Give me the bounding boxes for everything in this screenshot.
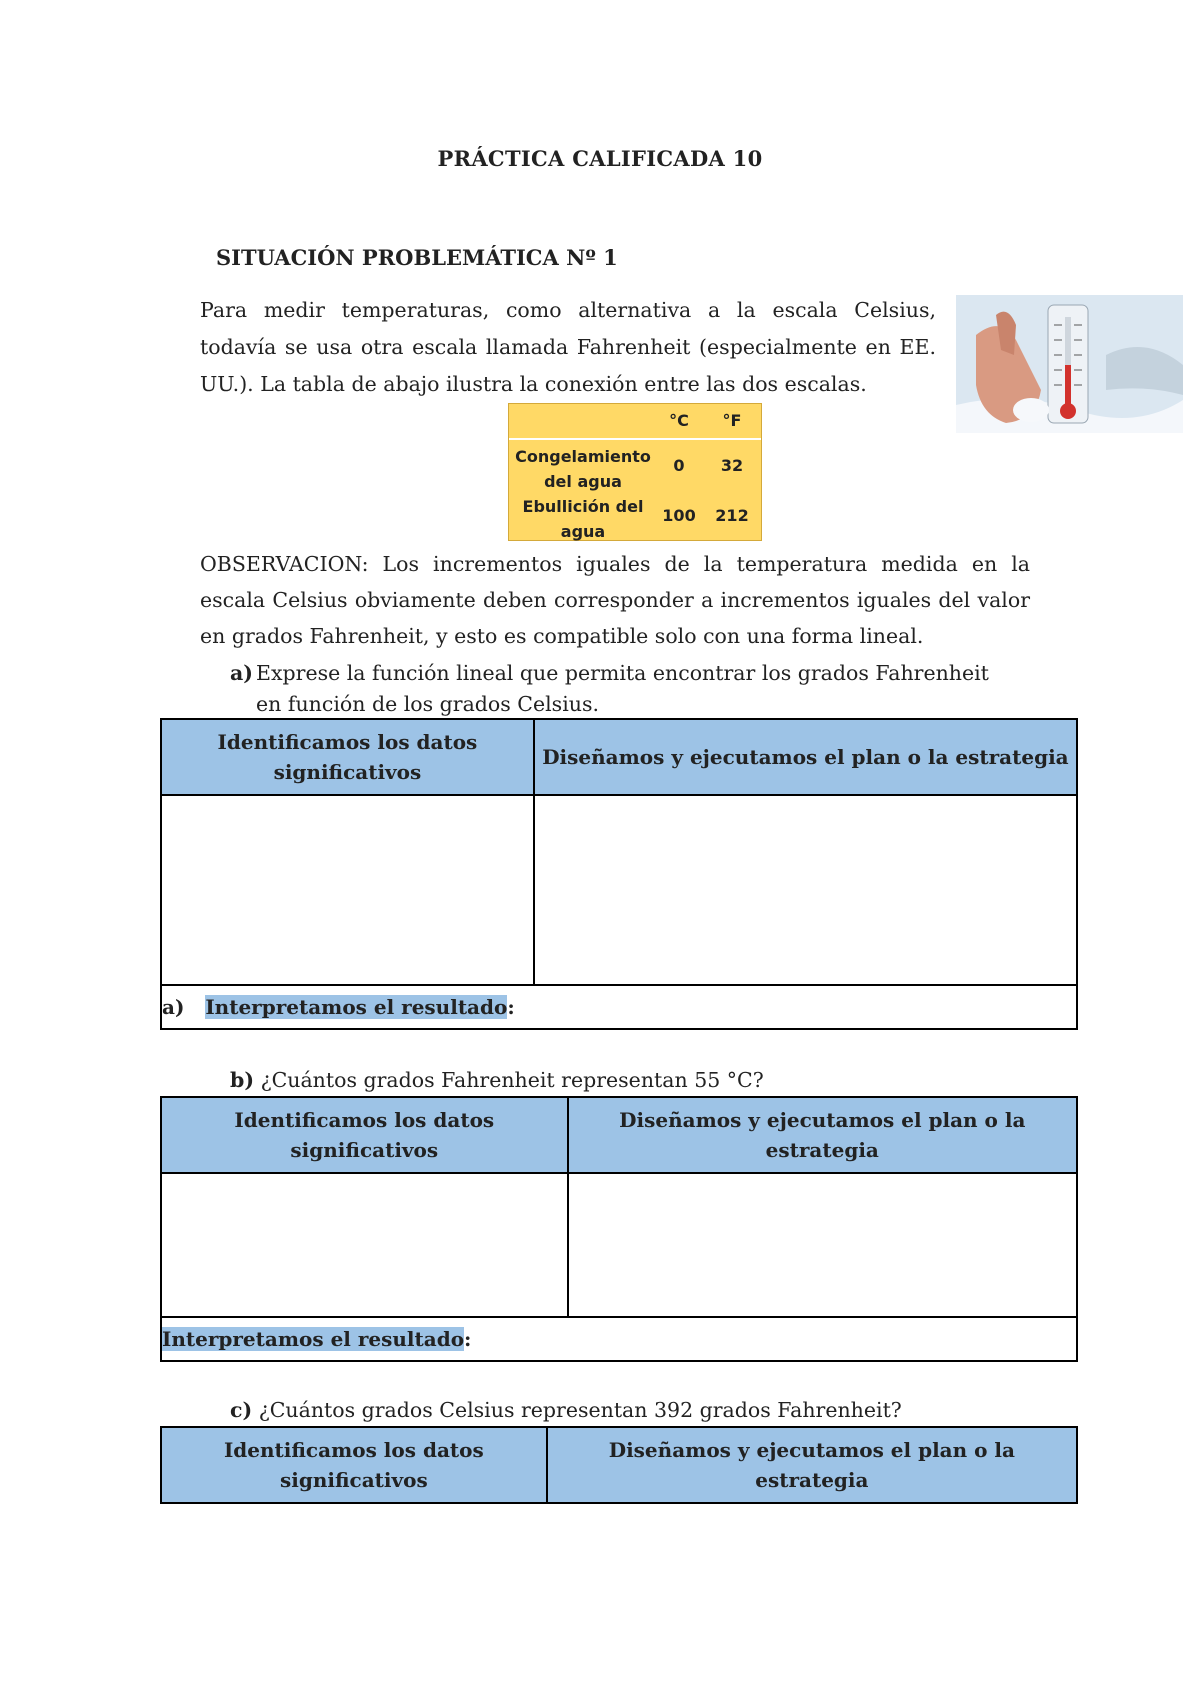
table-b-result-row[interactable] [161,1317,1077,1361]
question-a-marker: a) [230,661,253,685]
table-a-result-row[interactable] [161,985,1077,1029]
question-a-text: Exprese la función lineal que permita encontrar los grados Fahrenheit en función de los grados Celsius. [256,661,989,716]
intro-paragraph: Para medir temperaturas, como alternativa a la escala Celsius, todavía se usa otra escala llamada Fahrenheit (especialmente en EE. UU.). La tabla de abajo ilustra la conexión entre las dos escalas. [200,298,936,396]
page-title: PRÁCTICA CALIFICADA 10 [437,146,763,171]
table-a-col-data-header: Identificamos los datos significativos [161,719,534,795]
row-boiling-celsius: 100 [662,506,696,525]
question-a [230,658,990,720]
table-b-col-data-header: Identificamos los datos significativos [161,1097,568,1173]
header-fahrenheit: °F [722,411,742,430]
row-freezing-celsius: 0 [673,456,685,475]
thermometer-photo [956,295,1183,433]
table-c-col-data-header: Identificamos los datos significativos [161,1427,547,1503]
row-boiling-label: Ebullición del agua [522,497,644,541]
row-freezing-fahrenheit: 32 [720,456,744,475]
question-b [230,1068,764,1092]
table-b-col-plan-header: Diseñamos y ejecutamos el plan o la estrategia [568,1097,1077,1173]
row-boiling-fahrenheit: 212 [715,506,749,525]
answer-table-a [160,718,1078,1030]
table-b-result-colon: : [464,1327,472,1351]
question-b-text: ¿Cuántos grados Fahrenheit representan 55 °C? [260,1068,764,1092]
header-celsius: °C [669,411,689,430]
table-a-result-label: Interpretamos el resultado [205,995,508,1019]
answer-table-c [160,1426,1078,1504]
question-c-marker: c) [230,1398,253,1422]
table-a-data-cell[interactable] [161,795,534,985]
thermometer-illustration [956,295,1183,433]
answer-table-b [160,1096,1078,1362]
table-b-data-cell[interactable] [161,1173,568,1317]
table-a-result-colon: : [507,995,515,1019]
table-a-result-marker: a) [162,995,185,1019]
table-a-plan-cell[interactable] [534,795,1077,985]
row-freezing-label: Congelamiento del agua [515,447,651,491]
table-c-col-plan-header: Diseñamos y ejecutamos el plan o la estrategia [547,1427,1077,1503]
question-b-marker: b) [230,1068,255,1092]
table-b-result-label: Interpretamos el resultado [162,1327,465,1351]
table-a-col-plan-header: Diseñamos y ejecutamos el plan o la estrategia [534,719,1077,795]
section-title: SITUACIÓN PROBLEMÁTICA Nº 1 [216,245,618,270]
question-c [230,1398,902,1422]
conversion-table [508,403,762,541]
observation-paragraph: OBSERVACION: Los incrementos iguales de la temperatura medida en la escala Celsius obviamente deben corresponder a incrementos iguales del valor en grados Fahrenheit, y esto es compatible solo con una forma lineal. [200,552,1030,648]
table-b-plan-cell[interactable] [568,1173,1077,1317]
question-c-text: ¿Cuántos grados Celsius representan 392 grados Fahrenheit? [258,1398,902,1422]
